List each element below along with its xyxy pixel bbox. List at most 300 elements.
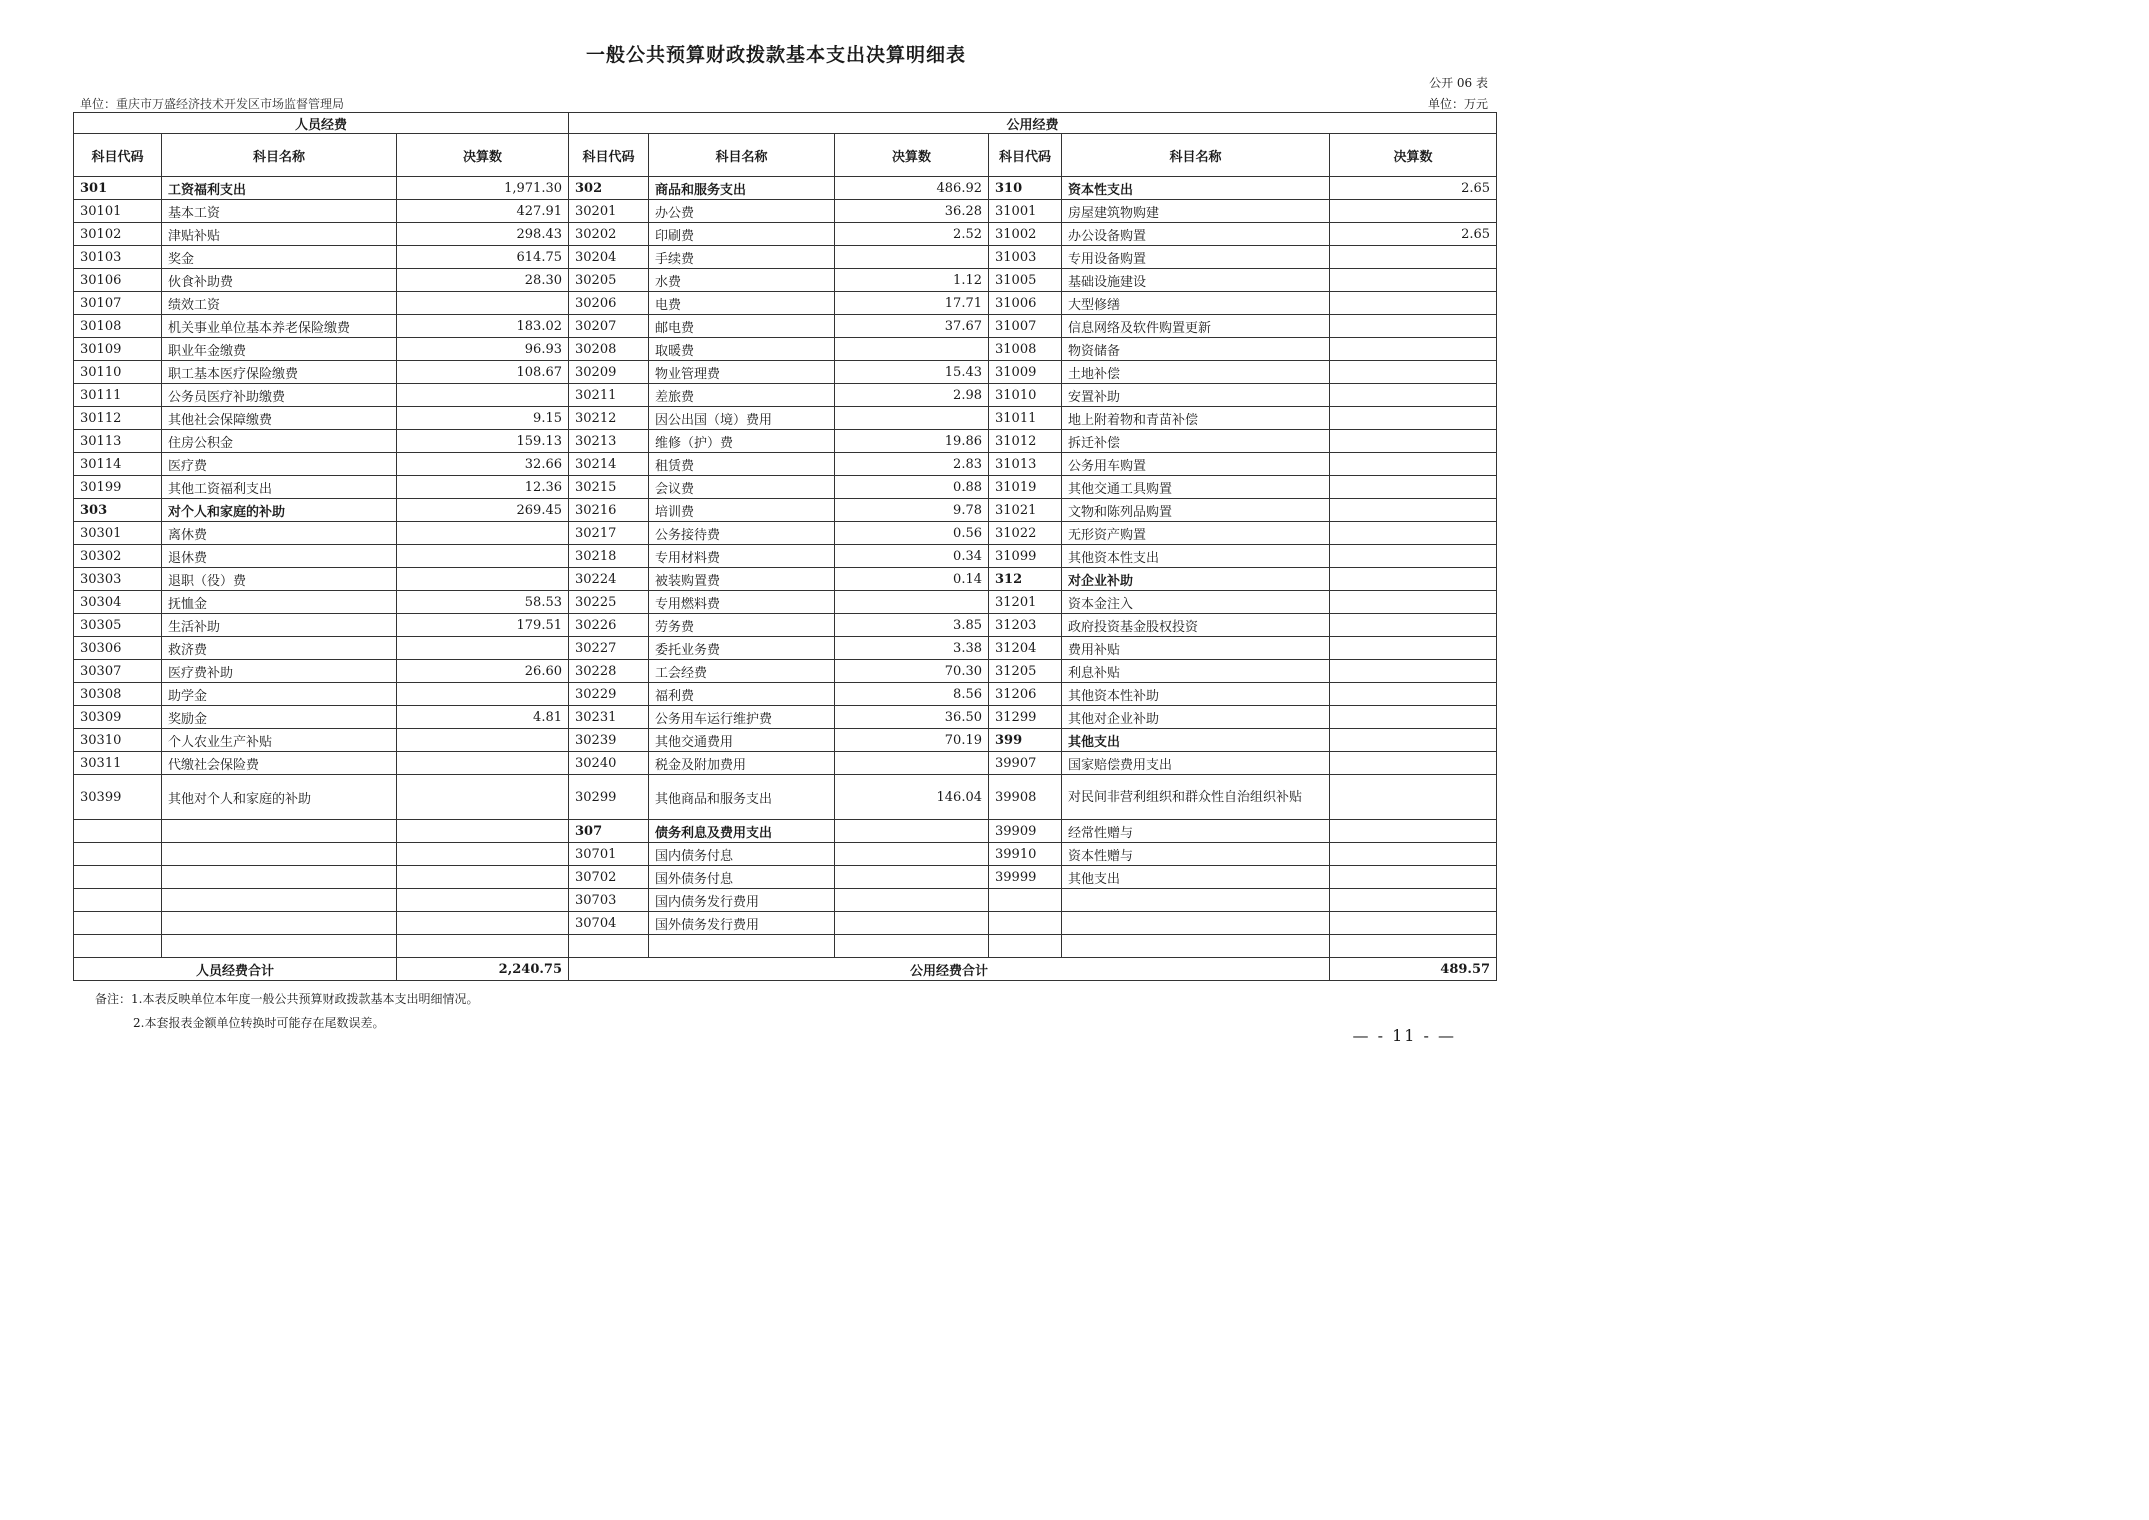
- capital-code-cell: 31022: [989, 522, 1062, 545]
- capital-code-cell: 31021: [989, 499, 1062, 522]
- goods-amount-cell: [835, 912, 989, 935]
- goods-name-cell: 公务接待费: [649, 522, 835, 545]
- totals-row: [74, 958, 1497, 981]
- goods-code-cell: 30226: [569, 614, 649, 637]
- capital-name-cell: 资本金注入: [1062, 591, 1330, 614]
- table-row: [74, 912, 1497, 935]
- personnel-code-cell: 30108: [74, 315, 162, 338]
- personnel-name-cell: 职工基本医疗保险缴费: [162, 361, 397, 384]
- capital-amount-cell: [1330, 591, 1497, 614]
- personnel-code-cell: [74, 843, 162, 866]
- personnel-amount-cell: 28.30: [397, 269, 569, 292]
- personnel-amount-cell: [397, 637, 569, 660]
- personnel-name-cell: 对个人和家庭的补助: [162, 499, 397, 522]
- goods-code-cell: 30214: [569, 453, 649, 476]
- capital-amount-cell: [1330, 499, 1497, 522]
- capital-code-cell: 31019: [989, 476, 1062, 499]
- personnel-code-cell: 30301: [74, 522, 162, 545]
- capital-name-cell: 对企业补助: [1062, 568, 1330, 591]
- goods-code-cell: 30218: [569, 545, 649, 568]
- capital-amount-cell: 2.65: [1330, 177, 1497, 200]
- capital-code-cell: 31203: [989, 614, 1062, 637]
- capital-name-cell: 房屋建筑物购建: [1062, 200, 1330, 223]
- capital-amount-cell: [1330, 246, 1497, 269]
- capital-code-cell: 31001: [989, 200, 1062, 223]
- table-row: [74, 499, 1497, 522]
- goods-amount-cell: 70.30: [835, 660, 989, 683]
- goods-code-cell: 30227: [569, 637, 649, 660]
- table-row: [74, 430, 1497, 453]
- table-row: [74, 889, 1497, 912]
- capital-amount-cell: [1330, 338, 1497, 361]
- personnel-amount-cell: [397, 292, 569, 315]
- capital-code-cell: 31204: [989, 637, 1062, 660]
- table-row: [74, 568, 1497, 591]
- personnel-code-cell: 30307: [74, 660, 162, 683]
- capital-name-cell: 其他支出: [1062, 866, 1330, 889]
- goods-name-cell: 国内债务发行费用: [649, 889, 835, 912]
- goods-name-cell: 物业管理费: [649, 361, 835, 384]
- goods-name-cell: 租赁费: [649, 453, 835, 476]
- public-group-header: 公用经费: [569, 113, 1497, 134]
- personnel-amount-cell: 427.91: [397, 200, 569, 223]
- capital-amount-cell: [1330, 315, 1497, 338]
- goods-name-cell: 税金及附加费用: [649, 752, 835, 775]
- personnel-name-cell: [162, 866, 397, 889]
- personnel-amount-cell: 96.93: [397, 338, 569, 361]
- capital-code-cell: 31006: [989, 292, 1062, 315]
- capital-amount-cell: [1330, 269, 1497, 292]
- table-row: [74, 476, 1497, 499]
- goods-code-cell: 307: [569, 820, 649, 843]
- capital-amount-cell: [1330, 407, 1497, 430]
- goods-name-cell: 培训费: [649, 499, 835, 522]
- goods-name-cell: 其他商品和服务支出: [649, 775, 835, 820]
- personnel-amount-cell: [397, 889, 569, 912]
- capital-amount-cell: [1330, 683, 1497, 706]
- goods-name-cell: 取暖费: [649, 338, 835, 361]
- capital-name-cell: [1062, 889, 1330, 912]
- table-row: [74, 729, 1497, 752]
- personnel-amount-cell: [397, 935, 569, 958]
- goods-code-cell: 30206: [569, 292, 649, 315]
- capital-code-cell: 399: [989, 729, 1062, 752]
- goods-code-cell: 30231: [569, 706, 649, 729]
- goods-amount-cell: 70.19: [835, 729, 989, 752]
- goods-name-cell: 邮电费: [649, 315, 835, 338]
- goods-amount-cell: 2.83: [835, 453, 989, 476]
- table-row: [74, 200, 1497, 223]
- personnel-amount-cell: [397, 522, 569, 545]
- goods-code-cell: 30224: [569, 568, 649, 591]
- capital-amount-cell: [1330, 545, 1497, 568]
- goods-name-cell: 水费: [649, 269, 835, 292]
- personnel-amount-cell: [397, 729, 569, 752]
- personnel-code-cell: 30305: [74, 614, 162, 637]
- table-row: [74, 591, 1497, 614]
- personnel-amount-cell: [397, 683, 569, 706]
- capital-name-cell: 其他资本性支出: [1062, 545, 1330, 568]
- personnel-amount-cell: 58.53: [397, 591, 569, 614]
- goods-code-cell: 30702: [569, 866, 649, 889]
- personnel-code-cell: 30199: [74, 476, 162, 499]
- goods-name-cell: 公务用车运行维护费: [649, 706, 835, 729]
- capital-amount-cell: [1330, 889, 1497, 912]
- personnel-code-cell: 30302: [74, 545, 162, 568]
- col-header-amount: 决算数: [835, 134, 989, 177]
- personnel-total-label: 人员经费合计: [74, 958, 397, 981]
- table-row: [74, 820, 1497, 843]
- personnel-amount-cell: 183.02: [397, 315, 569, 338]
- personnel-amount-cell: [397, 384, 569, 407]
- goods-code-cell: 30225: [569, 591, 649, 614]
- capital-code-cell: 31002: [989, 223, 1062, 246]
- personnel-name-cell: 离休费: [162, 522, 397, 545]
- goods-amount-cell: 0.56: [835, 522, 989, 545]
- personnel-name-cell: 工资福利支出: [162, 177, 397, 200]
- capital-amount-cell: [1330, 706, 1497, 729]
- personnel-name-cell: 职业年金缴费: [162, 338, 397, 361]
- personnel-code-cell: [74, 889, 162, 912]
- table-row: [74, 269, 1497, 292]
- group-header-row: [74, 113, 1497, 134]
- goods-name-cell: 电费: [649, 292, 835, 315]
- col-header-code: 科目代码: [74, 134, 162, 177]
- goods-amount-cell: 0.34: [835, 545, 989, 568]
- capital-amount-cell: [1330, 935, 1497, 958]
- table-row: [74, 361, 1497, 384]
- capital-amount-cell: [1330, 614, 1497, 637]
- capital-name-cell: 专用设备购置: [1062, 246, 1330, 269]
- capital-code-cell: [989, 935, 1062, 958]
- goods-name-cell: 债务利息及费用支出: [649, 820, 835, 843]
- personnel-code-cell: [74, 935, 162, 958]
- personnel-amount-cell: 26.60: [397, 660, 569, 683]
- personnel-name-cell: 代缴社会保险费: [162, 752, 397, 775]
- table-row: [74, 775, 1497, 820]
- table-row: [74, 292, 1497, 315]
- goods-code-cell: 30240: [569, 752, 649, 775]
- table-row: [74, 223, 1497, 246]
- personnel-name-cell: 医疗费补助: [162, 660, 397, 683]
- capital-code-cell: 39907: [989, 752, 1062, 775]
- col-header-code: 科目代码: [569, 134, 649, 177]
- capital-name-cell: 土地补偿: [1062, 361, 1330, 384]
- capital-code-cell: 31008: [989, 338, 1062, 361]
- capital-amount-cell: [1330, 430, 1497, 453]
- goods-amount-cell: [835, 843, 989, 866]
- personnel-amount-cell: [397, 820, 569, 843]
- personnel-code-cell: 30113: [74, 430, 162, 453]
- capital-amount-cell: [1330, 843, 1497, 866]
- goods-name-cell: 印刷费: [649, 223, 835, 246]
- capital-code-cell: 312: [989, 568, 1062, 591]
- goods-name-cell: 劳务费: [649, 614, 835, 637]
- personnel-amount-cell: 9.15: [397, 407, 569, 430]
- goods-name-cell: 国内债务付息: [649, 843, 835, 866]
- goods-amount-cell: 8.56: [835, 683, 989, 706]
- goods-name-cell: 维修（护）费: [649, 430, 835, 453]
- personnel-code-cell: 30303: [74, 568, 162, 591]
- capital-code-cell: 31205: [989, 660, 1062, 683]
- table-row: [74, 246, 1497, 269]
- col-header-name: 科目名称: [1062, 134, 1330, 177]
- table-row: [74, 637, 1497, 660]
- capital-name-cell: 其他对企业补助: [1062, 706, 1330, 729]
- personnel-amount-cell: [397, 545, 569, 568]
- goods-amount-cell: [835, 752, 989, 775]
- goods-name-cell: 国外债务发行费用: [649, 912, 835, 935]
- capital-amount-cell: [1330, 752, 1497, 775]
- capital-name-cell: 利息补贴: [1062, 660, 1330, 683]
- table-row: [74, 407, 1497, 430]
- capital-name-cell: 信息网络及软件购置更新: [1062, 315, 1330, 338]
- goods-code-cell: 30703: [569, 889, 649, 912]
- personnel-name-cell: 公务员医疗补助缴费: [162, 384, 397, 407]
- personnel-name-cell: 退职（役）费: [162, 568, 397, 591]
- goods-code-cell: 30228: [569, 660, 649, 683]
- goods-name-cell: 商品和服务支出: [649, 177, 835, 200]
- personnel-amount-cell: [397, 775, 569, 820]
- capital-name-cell: 其他交通工具购置: [1062, 476, 1330, 499]
- personnel-code-cell: 30110: [74, 361, 162, 384]
- capital-name-cell: 对民间非营利组织和群众性自治组织补贴: [1062, 775, 1330, 820]
- capital-name-cell: [1062, 935, 1330, 958]
- goods-amount-cell: [835, 591, 989, 614]
- capital-name-cell: 大型修缮: [1062, 292, 1330, 315]
- goods-amount-cell: 19.86: [835, 430, 989, 453]
- capital-amount-cell: [1330, 775, 1497, 820]
- personnel-name-cell: 住房公积金: [162, 430, 397, 453]
- capital-amount-cell: [1330, 292, 1497, 315]
- personnel-total-value: 2,240.75: [397, 958, 569, 981]
- public-total-label: 公用经费合计: [569, 958, 1330, 981]
- goods-name-cell: 国外债务付息: [649, 866, 835, 889]
- goods-amount-cell: 1.12: [835, 269, 989, 292]
- personnel-code-cell: [74, 820, 162, 843]
- personnel-name-cell: 生活补助: [162, 614, 397, 637]
- goods-code-cell: 30201: [569, 200, 649, 223]
- personnel-name-cell: 其他对个人和家庭的补助: [162, 775, 397, 820]
- personnel-code-cell: 30101: [74, 200, 162, 223]
- goods-name-cell: 工会经费: [649, 660, 835, 683]
- personnel-code-cell: 30306: [74, 637, 162, 660]
- capital-name-cell: 资本性赠与: [1062, 843, 1330, 866]
- personnel-amount-cell: [397, 752, 569, 775]
- personnel-name-cell: 绩效工资: [162, 292, 397, 315]
- capital-name-cell: 经常性赠与: [1062, 820, 1330, 843]
- capital-amount-cell: [1330, 637, 1497, 660]
- goods-amount-cell: [835, 407, 989, 430]
- goods-amount-cell: 0.88: [835, 476, 989, 499]
- goods-name-cell: 委托业务费: [649, 637, 835, 660]
- capital-code-cell: 31013: [989, 453, 1062, 476]
- personnel-name-cell: 个人农业生产补贴: [162, 729, 397, 752]
- form-number: 公开 06 表: [1429, 76, 1488, 90]
- table-row: [74, 683, 1497, 706]
- personnel-code-cell: 30399: [74, 775, 162, 820]
- goods-code-cell: [569, 935, 649, 958]
- goods-amount-cell: 17.71: [835, 292, 989, 315]
- goods-name-cell: 其他交通费用: [649, 729, 835, 752]
- col-header-amount: 决算数: [1330, 134, 1497, 177]
- capital-name-cell: 国家赔偿费用支出: [1062, 752, 1330, 775]
- capital-name-cell: 办公设备购置: [1062, 223, 1330, 246]
- capital-name-cell: 资本性支出: [1062, 177, 1330, 200]
- page-number: — - 11 - —: [1352, 1026, 1456, 1045]
- capital-code-cell: [989, 889, 1062, 912]
- capital-name-cell: 公务用车购置: [1062, 453, 1330, 476]
- goods-code-cell: 30209: [569, 361, 649, 384]
- capital-amount-cell: [1330, 660, 1497, 683]
- capital-name-cell: 拆迁补偿: [1062, 430, 1330, 453]
- personnel-name-cell: 抚恤金: [162, 591, 397, 614]
- goods-amount-cell: 9.78: [835, 499, 989, 522]
- personnel-name-cell: [162, 820, 397, 843]
- goods-code-cell: 30212: [569, 407, 649, 430]
- personnel-amount-cell: [397, 866, 569, 889]
- table-row: [74, 545, 1497, 568]
- personnel-name-cell: 救济费: [162, 637, 397, 660]
- goods-code-cell: 30211: [569, 384, 649, 407]
- goods-name-cell: 办公费: [649, 200, 835, 223]
- capital-amount-cell: [1330, 384, 1497, 407]
- capital-amount-cell: [1330, 522, 1497, 545]
- goods-name-cell: 福利费: [649, 683, 835, 706]
- goods-code-cell: 30239: [569, 729, 649, 752]
- personnel-amount-cell: 179.51: [397, 614, 569, 637]
- goods-amount-cell: [835, 820, 989, 843]
- capital-code-cell: 39909: [989, 820, 1062, 843]
- capital-amount-cell: [1330, 453, 1497, 476]
- personnel-name-cell: [162, 935, 397, 958]
- goods-code-cell: 30701: [569, 843, 649, 866]
- capital-code-cell: 31206: [989, 683, 1062, 706]
- table-row: [74, 660, 1497, 683]
- capital-name-cell: 地上附着物和青苗补偿: [1062, 407, 1330, 430]
- goods-amount-cell: 36.28: [835, 200, 989, 223]
- table-row: [74, 177, 1497, 200]
- goods-amount-cell: 0.14: [835, 568, 989, 591]
- personnel-name-cell: [162, 843, 397, 866]
- capital-name-cell: 其他支出: [1062, 729, 1330, 752]
- note-1: 备注：1.本表反映单位本年度一般公共预算财政拨款基本支出明细情况。: [95, 992, 479, 1006]
- personnel-amount-cell: 12.36: [397, 476, 569, 499]
- table-row: [74, 866, 1497, 889]
- personnel-name-cell: 津贴补贴: [162, 223, 397, 246]
- col-header-amount: 决算数: [397, 134, 569, 177]
- personnel-name-cell: [162, 912, 397, 935]
- capital-code-cell: 31012: [989, 430, 1062, 453]
- capital-name-cell: [1062, 912, 1330, 935]
- goods-code-cell: 30704: [569, 912, 649, 935]
- capital-code-cell: 310: [989, 177, 1062, 200]
- capital-code-cell: 39908: [989, 775, 1062, 820]
- goods-code-cell: 30202: [569, 223, 649, 246]
- personnel-amount-cell: 298.43: [397, 223, 569, 246]
- goods-code-cell: 30299: [569, 775, 649, 820]
- personnel-amount-cell: 4.81: [397, 706, 569, 729]
- goods-amount-cell: [835, 866, 989, 889]
- goods-amount-cell: 2.52: [835, 223, 989, 246]
- table-row: [74, 384, 1497, 407]
- capital-code-cell: 31299: [989, 706, 1062, 729]
- personnel-name-cell: 其他工资福利支出: [162, 476, 397, 499]
- capital-code-cell: 31011: [989, 407, 1062, 430]
- personnel-amount-cell: 1,971.30: [397, 177, 569, 200]
- goods-amount-cell: [835, 935, 989, 958]
- capital-code-cell: 31010: [989, 384, 1062, 407]
- col-header-name: 科目名称: [649, 134, 835, 177]
- personnel-amount-cell: 269.45: [397, 499, 569, 522]
- personnel-name-cell: 伙食补助费: [162, 269, 397, 292]
- capital-name-cell: 基础设施建设: [1062, 269, 1330, 292]
- column-header-row: [74, 134, 1497, 177]
- personnel-amount-cell: [397, 912, 569, 935]
- personnel-amount-cell: [397, 843, 569, 866]
- goods-amount-cell: 37.67: [835, 315, 989, 338]
- goods-code-cell: 30229: [569, 683, 649, 706]
- personnel-name-cell: 基本工资: [162, 200, 397, 223]
- capital-code-cell: 31003: [989, 246, 1062, 269]
- goods-amount-cell: [835, 889, 989, 912]
- capital-code-cell: [989, 912, 1062, 935]
- personnel-amount-cell: 108.67: [397, 361, 569, 384]
- personnel-code-cell: 30308: [74, 683, 162, 706]
- goods-code-cell: 302: [569, 177, 649, 200]
- capital-code-cell: 31009: [989, 361, 1062, 384]
- capital-amount-cell: [1330, 361, 1497, 384]
- capital-amount-cell: [1330, 729, 1497, 752]
- goods-amount-cell: 486.92: [835, 177, 989, 200]
- personnel-name-cell: 医疗费: [162, 453, 397, 476]
- personnel-code-cell: 30304: [74, 591, 162, 614]
- table-row: [74, 935, 1497, 958]
- capital-code-cell: 39910: [989, 843, 1062, 866]
- personnel-code-cell: 30311: [74, 752, 162, 775]
- goods-code-cell: 30217: [569, 522, 649, 545]
- capital-code-cell: 31005: [989, 269, 1062, 292]
- goods-code-cell: 30205: [569, 269, 649, 292]
- table-row: [74, 706, 1497, 729]
- table-row: [74, 614, 1497, 637]
- personnel-code-cell: 30309: [74, 706, 162, 729]
- goods-amount-cell: 2.98: [835, 384, 989, 407]
- personnel-amount-cell: 32.66: [397, 453, 569, 476]
- goods-name-cell: 因公出国（境）费用: [649, 407, 835, 430]
- goods-amount-cell: 3.38: [835, 637, 989, 660]
- currency-unit: 单位：万元: [1427, 97, 1488, 111]
- table-row: [74, 453, 1497, 476]
- capital-amount-cell: [1330, 820, 1497, 843]
- capital-amount-cell: [1330, 200, 1497, 223]
- note-2: 2.本套报表金额单位转换时可能存在尾数误差。: [133, 1016, 385, 1030]
- personnel-code-cell: 30106: [74, 269, 162, 292]
- capital-name-cell: 政府投资基金股权投资: [1062, 614, 1330, 637]
- col-header-code: 科目代码: [989, 134, 1062, 177]
- goods-name-cell: 专用燃料费: [649, 591, 835, 614]
- goods-code-cell: 30215: [569, 476, 649, 499]
- goods-amount-cell: [835, 246, 989, 269]
- goods-code-cell: 30204: [569, 246, 649, 269]
- goods-name-cell: 被装购置费: [649, 568, 835, 591]
- goods-amount-cell: 3.85: [835, 614, 989, 637]
- personnel-amount-cell: 614.75: [397, 246, 569, 269]
- goods-code-cell: 30216: [569, 499, 649, 522]
- goods-amount-cell: 146.04: [835, 775, 989, 820]
- table-row: [74, 315, 1497, 338]
- personnel-code-cell: 30103: [74, 246, 162, 269]
